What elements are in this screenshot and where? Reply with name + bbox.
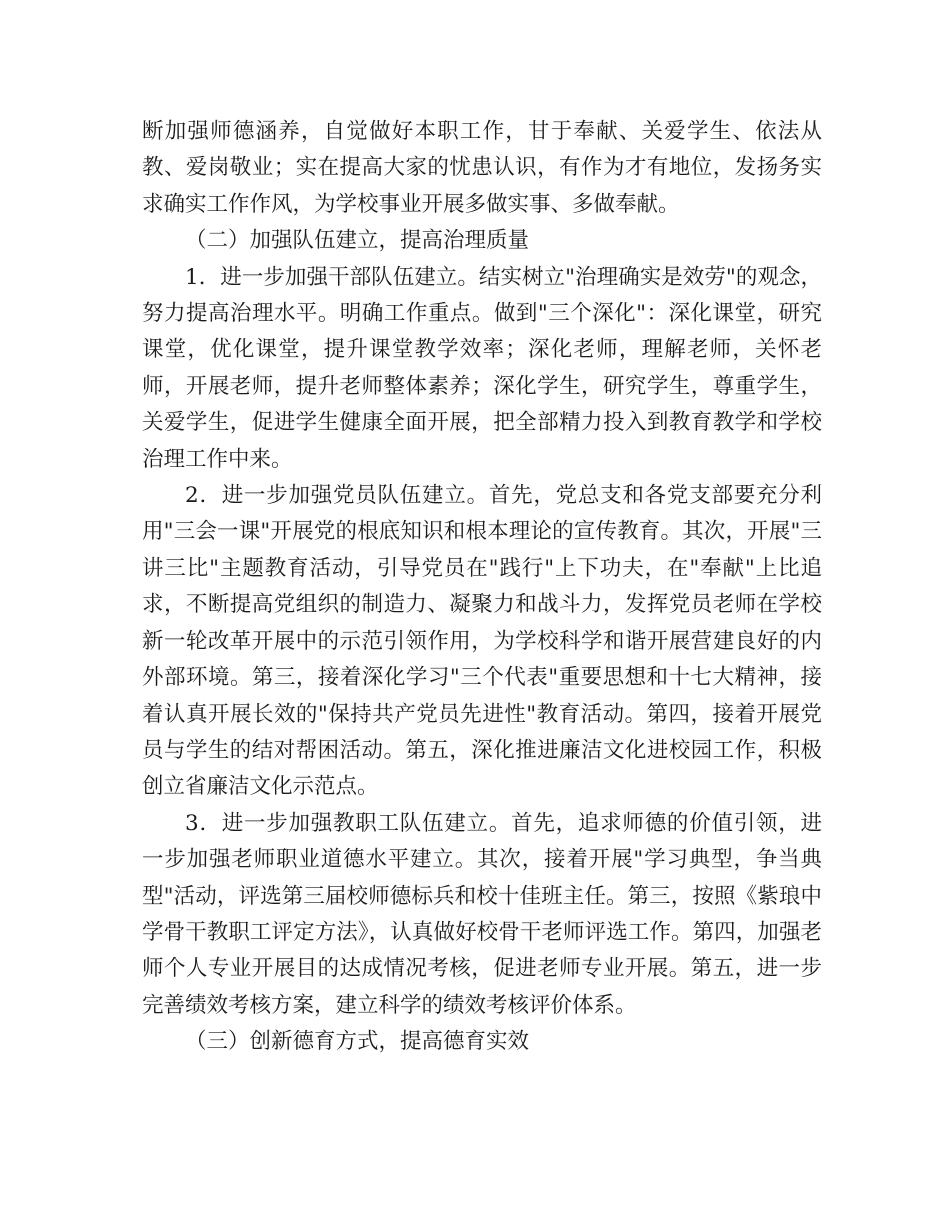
paragraph-party-team: 2．进一步加强党员队伍建立。首先，党总支和各党支部要充分利用"三会一课"开展党的根底知识和根本理论的宣传教育。其次，开展"三讲三比"主题教育活动，引导党员在"践行"上下功夫，在"奉献"上比追求，不断提高党组织的制造力、凝聚力和战斗力，发挥党员老师在学校新一轮改革开展中的示范引领作用，为学校科学和谐开展营建良好的内外部环境。第三，接着深化学习"三个代表"重要思想和十七大精神，接着认真开展长效的"保持共产党员先进性"教育活动。第四，接着开展党员与学生的结对帮困活动。第五，深化推进廉洁文化进校园工作，积极创立省廉洁文化示范点。 <box>142 483 822 800</box>
section-heading-2: （二）加强队伍建立，提高治理质量 <box>185 228 530 254</box>
paragraph-staff-team: 3．进一步加强教职工队伍建立。首先，追求师德的价值引领，进一步加强老师职业道德水平建立。其次，接着开展"学习典型，争当典型"活动，评选第三届校师德标兵和校十佳班主任。第三，按照《紫琅中学骨干教职工评定方法》，认真做好校骨干老师评选工作。第四，加强老师个人专业开展目的达成情况考核，促进老师专业开展。第五，进一步完善绩效考核方案，建立科学的绩效考核评价体系。 <box>142 810 822 1018</box>
paragraph-cadre-team: 1．进一步加强干部队伍建立。结实树立"治理确实是效劳"的观念，努力提高治理水平。明确工作重点。做到"三个深化"：深化课堂，研究课堂，优化课堂，提升课堂教学效率；深化老师，理解老师，关怀老师，开展老师，提升老师整体素养；深化学生，研究学生，尊重学生，关爱学生，促进学生健康全面开展，把全部精力投入到教育教学和学校治理工作中来。 <box>142 264 822 472</box>
paragraph-continuation: 断加强师德涵养，自觉做好本职工作，甘于奉献、关爱学生、依法从教、爱岗敬业；实在提高大家的忧患认识，有作为才有地位，发扬务实求确实工作作风，为学校事业开展多做实事、多做奉献。 <box>142 119 822 217</box>
document-body <box>142 114 822 1061</box>
section-heading-3: （三）创新德育方式，提高德育实效 <box>185 1029 530 1055</box>
